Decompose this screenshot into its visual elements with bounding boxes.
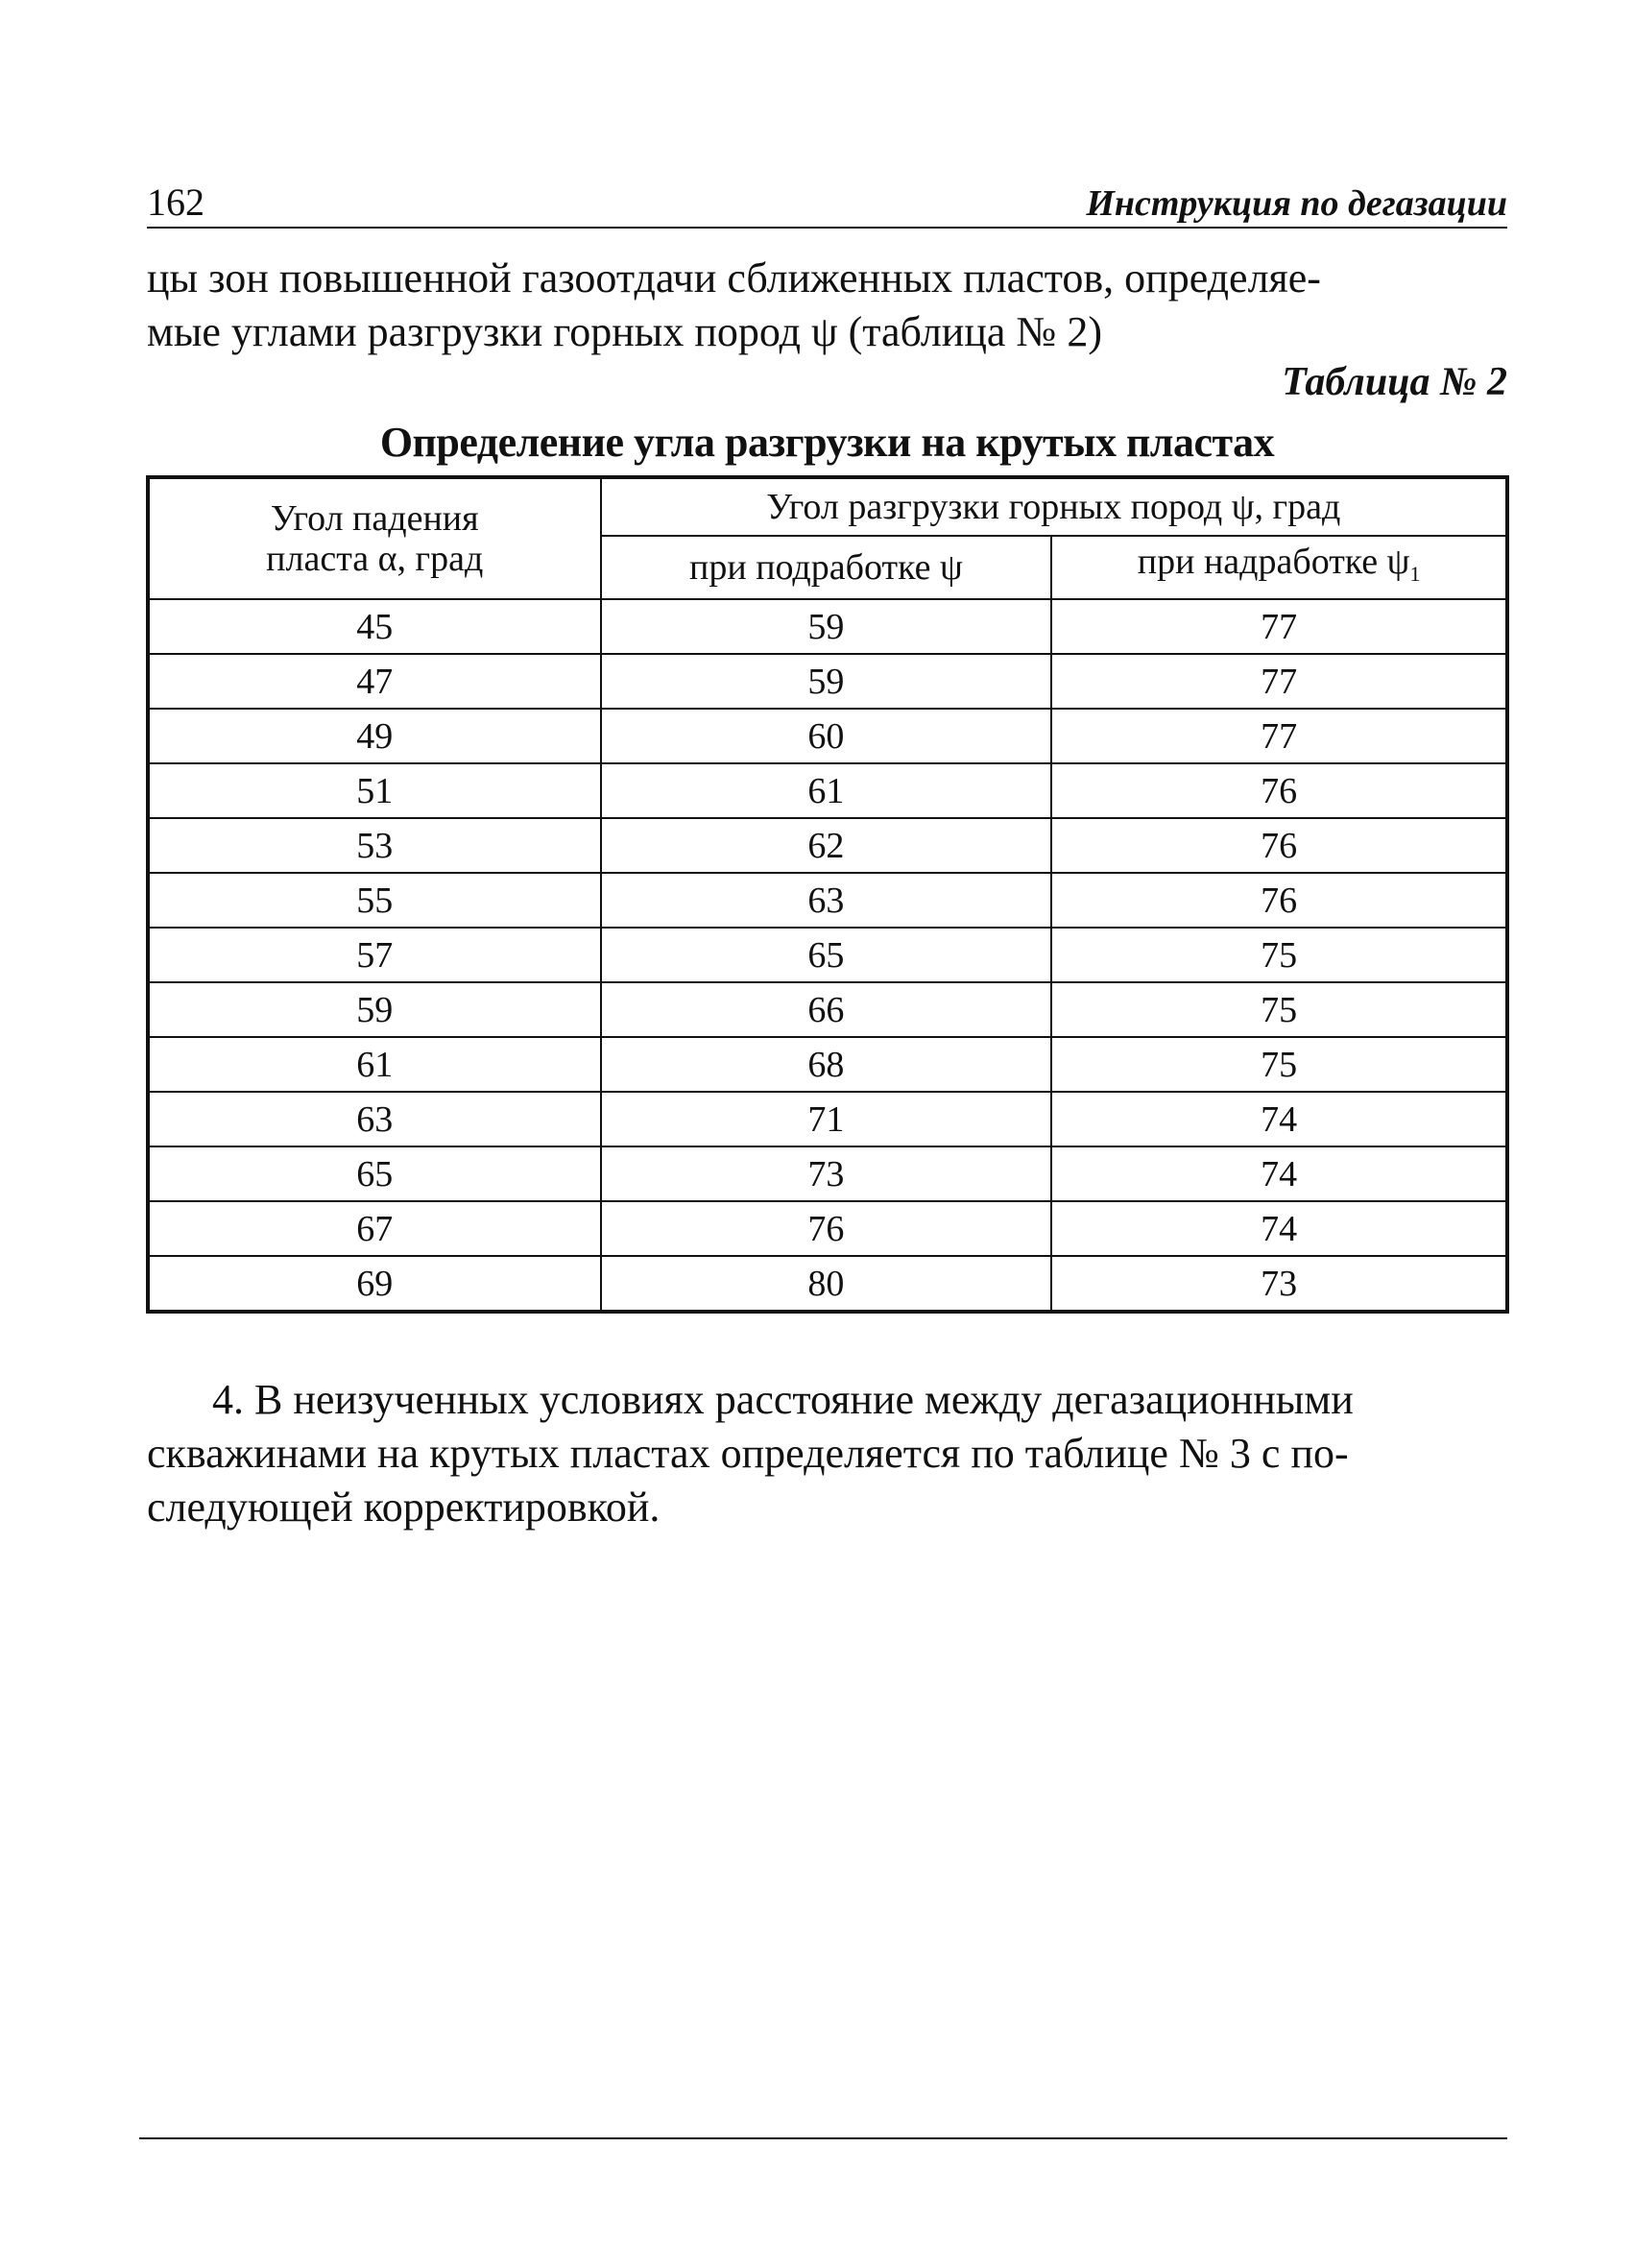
table-body bbox=[148, 599, 1507, 1312]
table-row bbox=[148, 1092, 1507, 1146]
col-dip-angle-header-line-2: пласта α, град bbox=[266, 539, 484, 579]
overmining-angle-cell: 76 bbox=[1051, 763, 1507, 818]
running-header bbox=[147, 173, 1507, 229]
paragraph-4-line-1: 4. В неизученных условиях расстояние между дегазационными bbox=[212, 1376, 1354, 1423]
overmining-angle-cell: 77 bbox=[1051, 599, 1507, 654]
overmining-angle-cell: 74 bbox=[1051, 1201, 1507, 1256]
table-row bbox=[148, 1146, 1507, 1201]
col-dip-angle-header-line-1: Угол падения bbox=[270, 498, 479, 539]
table-title: Определение угла разгрузки на крутых пластах bbox=[379, 419, 1275, 466]
page-number: 162 bbox=[147, 181, 204, 224]
intro-line-2: мые углами разгрузки горных пород ψ (таблица № 2) bbox=[147, 308, 1103, 355]
table-row bbox=[148, 873, 1507, 928]
paragraph-4-line-3: следующей корректировкой. bbox=[147, 1484, 661, 1531]
undermining-angle-cell: 71 bbox=[601, 1092, 1052, 1146]
undermining-angle-cell: 60 bbox=[601, 709, 1052, 763]
table-row bbox=[148, 1256, 1507, 1312]
undermining-angle-cell: 76 bbox=[601, 1201, 1052, 1256]
overmining-angle-cell: 74 bbox=[1051, 1146, 1507, 1201]
overmining-angle-cell: 75 bbox=[1051, 928, 1507, 982]
col-overmining-header-text: при надработке ψ bbox=[1137, 541, 1410, 582]
dip-angle-cell: 59 bbox=[148, 982, 601, 1037]
table-row bbox=[148, 1037, 1507, 1092]
paragraph-4 bbox=[147, 1373, 1507, 1534]
dip-angle-cell: 45 bbox=[148, 599, 601, 654]
unloading-angle-table bbox=[146, 475, 1509, 1314]
undermining-angle-cell: 65 bbox=[601, 928, 1052, 982]
table-row bbox=[148, 982, 1507, 1037]
dip-angle-cell: 57 bbox=[148, 928, 601, 982]
undermining-angle-cell: 59 bbox=[601, 654, 1052, 709]
dip-angle-cell: 61 bbox=[148, 1037, 601, 1092]
undermining-angle-cell: 59 bbox=[601, 599, 1052, 654]
col-dip-angle-header bbox=[148, 477, 601, 599]
overmining-angle-cell: 75 bbox=[1051, 1037, 1507, 1092]
undermining-angle-cell: 73 bbox=[601, 1146, 1052, 1201]
intro-paragraph bbox=[147, 252, 1507, 359]
dip-angle-cell: 63 bbox=[148, 1092, 601, 1146]
dip-angle-cell: 53 bbox=[148, 818, 601, 873]
table-header-row-1 bbox=[148, 477, 1507, 536]
dip-angle-cell: 51 bbox=[148, 763, 601, 818]
table-caption: Таблица № 2 bbox=[1282, 360, 1507, 404]
overmining-angle-cell: 76 bbox=[1051, 873, 1507, 928]
overmining-angle-cell: 76 bbox=[1051, 818, 1507, 873]
undermining-angle-cell: 68 bbox=[601, 1037, 1052, 1092]
table-row bbox=[148, 928, 1507, 982]
group-unloading-angle-header: Угол разгрузки горных пород ψ, град bbox=[601, 477, 1507, 536]
table-row bbox=[148, 654, 1507, 709]
running-title: Инструкция по дегазации bbox=[1086, 183, 1507, 224]
undermining-angle-cell: 63 bbox=[601, 873, 1052, 928]
undermining-angle-cell: 62 bbox=[601, 818, 1052, 873]
dip-angle-cell: 47 bbox=[148, 654, 601, 709]
overmining-angle-cell: 75 bbox=[1051, 982, 1507, 1037]
footer-rule bbox=[139, 2137, 1507, 2139]
undermining-angle-cell: 66 bbox=[601, 982, 1052, 1037]
dip-angle-cell: 49 bbox=[148, 709, 601, 763]
overmining-angle-cell: 77 bbox=[1051, 654, 1507, 709]
dip-angle-cell: 55 bbox=[148, 873, 601, 928]
table-row bbox=[148, 818, 1507, 873]
overmining-angle-cell: 73 bbox=[1051, 1256, 1507, 1312]
undermining-angle-cell: 61 bbox=[601, 763, 1052, 818]
paragraph-4-line-2: скважинами на крутых пластах определяется по таблице № 3 с по- bbox=[147, 1430, 1349, 1477]
undermining-angle-cell: 80 bbox=[601, 1256, 1052, 1312]
table-row bbox=[148, 599, 1507, 654]
table-row bbox=[148, 763, 1507, 818]
dip-angle-cell: 67 bbox=[148, 1201, 601, 1256]
dip-angle-cell: 65 bbox=[148, 1146, 601, 1201]
col-undermining-header: при подработке ψ bbox=[601, 536, 1052, 599]
overmining-angle-cell: 77 bbox=[1051, 709, 1507, 763]
psi-subscript: 1 bbox=[1409, 561, 1421, 586]
col-overmining-header bbox=[1051, 536, 1507, 599]
overmining-angle-cell: 74 bbox=[1051, 1092, 1507, 1146]
dip-angle-cell: 69 bbox=[148, 1256, 601, 1312]
table-row bbox=[148, 1201, 1507, 1256]
table-row bbox=[148, 709, 1507, 763]
intro-line-1: цы зон повышенной газоотдачи сближенных пластов, определяе- bbox=[147, 254, 1321, 302]
